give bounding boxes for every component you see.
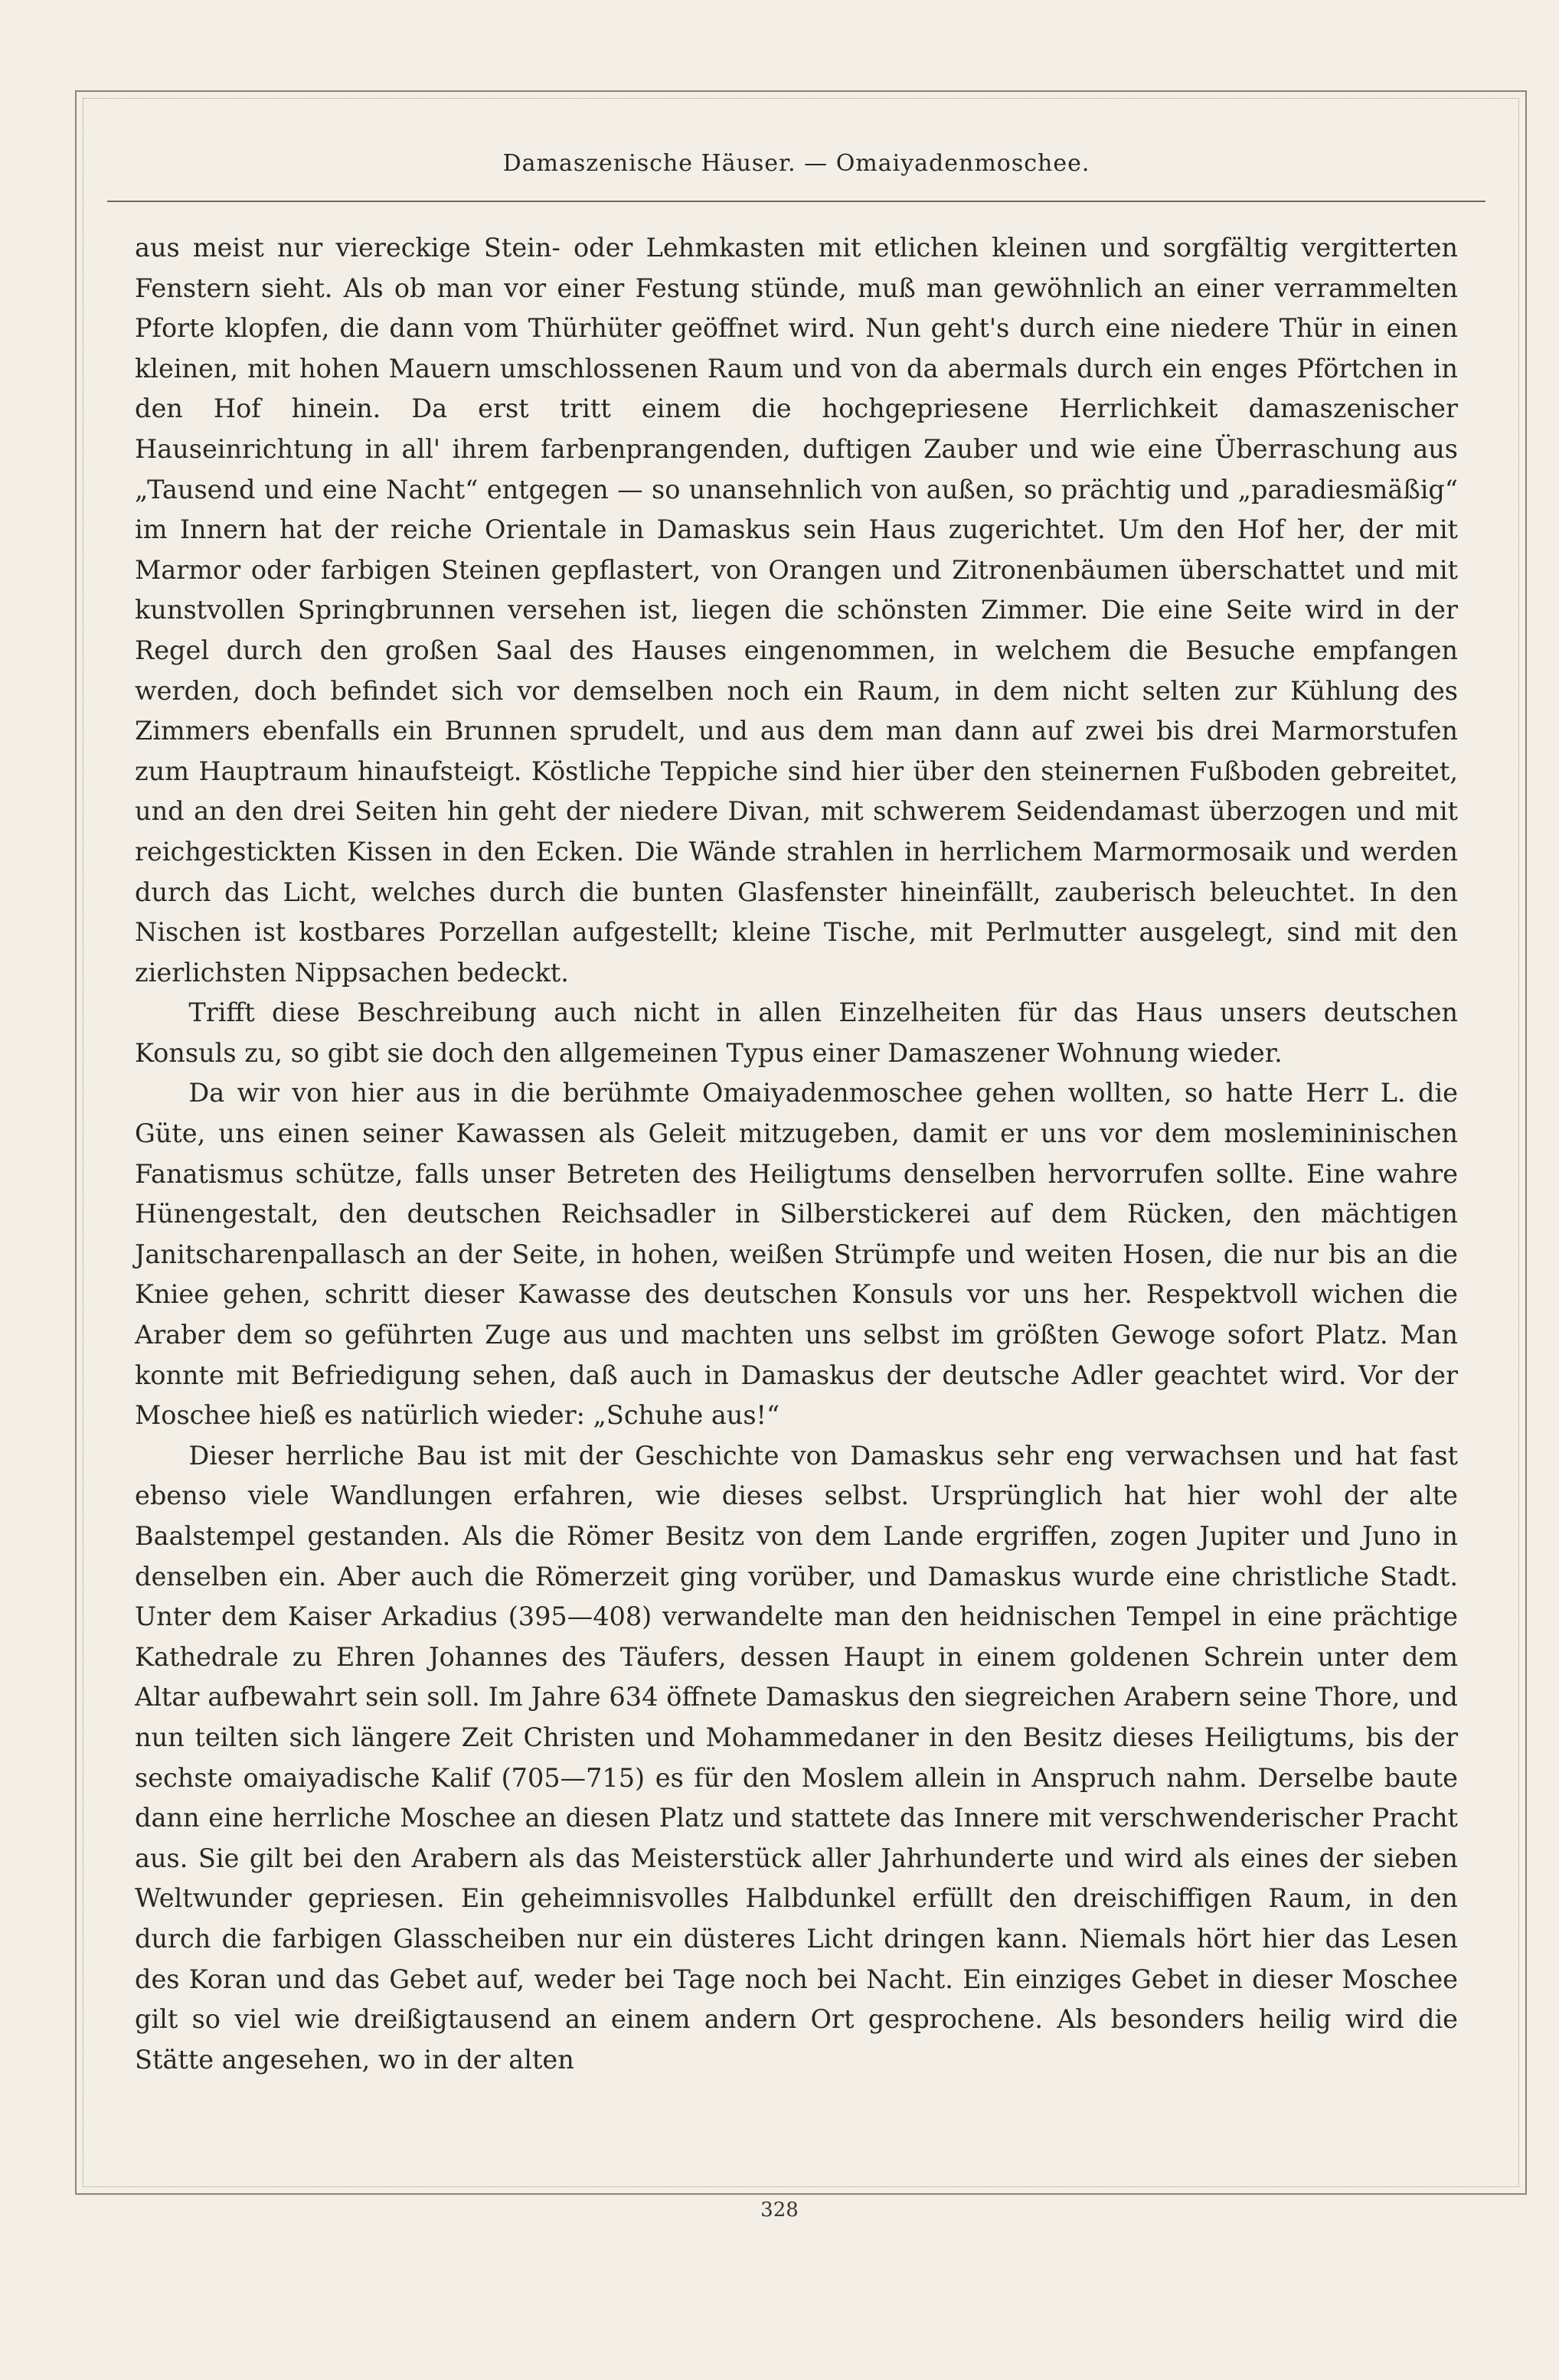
paragraph-4: Dieser herrliche Bau ist mit der Geschichte von Damaskus sehr eng verwachsen und hat fast ebenso viele Wandlungen erfahren, wie dieses selbst. Ursprünglich hat hier wohl der alte Baalstempel gestanden. Als die Römer Besitz von dem Lande ergriffen, zogen Jupiter und Juno in denselben ein. Aber auch die Römerzeit ging vorüber, und Damaskus wurde eine christliche Stadt. Unter dem Kaiser Arkadius (395—408) verwandelte man den heidnischen Tempel in eine prächtige Kathedrale zu Ehren Johannes des Täufers, dessen Haupt in einem goldenen Schrein unter dem Altar aufbewahrt sein soll. Im Jahre 634 öffnete Damaskus den siegreichen Arabern seine Thore, und nun teilten sich längere Zeit Christen und Mohammedaner in den Besitz dieses Heiligtums, bis der sechste omaiyadische Kalif (705—715) es für den Moslem allein in Anspruch nahm. Derselbe baute dann eine herrliche Moschee an diesen Platz und stattete das Innere mit verschwenderischer Pracht aus. Sie gilt bei den Arabern als das Meisterstück aller Jahrhunderte und wird als eines der sieben Weltwunder gepriesen. Ein geheimnisvolles Halbdunkel erfüllt den dreischiffigen Raum, in den durch die farbigen Glasscheiben nur ein düsteres Licht dringen kann. Niemals hört hier das Lesen des Koran und das Gebet auf, weder bei Tage noch bei Nacht. Ein einziges Gebet in dieser Moschee gilt so viel wie dreißigtausend an einem andern Ort gesprochene. Als besonders heilig wird die Stätte angesehen, wo in der alten (135, 1440, 1458, 2075)
paragraph-2: Trifft diese Beschreibung auch nicht in allen Einzelheiten für das Haus unsers deutschen Konsuls zu, so gibt sie doch den allgemeinen Typus einer Damaszener Wohnung wieder. (135, 997, 1458, 1068)
body-text (135, 228, 1458, 2080)
paragraph-3: Da wir von hier aus in die berühmte Omaiyadenmoschee gehen wollten, so hatte Herr L. die Güte, uns einen seiner Kawassen als Geleit mitzugeben, damit er uns vor dem moslemininischen Fanatismus schütze, falls unser Betreten des Heiligtums denselben hervorrufen sollte. Eine wahre Hünengestalt, den deutschen Reichsadler in Silberstickerei auf dem Rücken, den mächtigen Janitscharenpallasch an der Seite, in hohen, weißen Strümpfe und weiten Hosen, die nur bis an die Kniee gehen, schritt dieser Kawasse des deutschen Konsuls vor uns her. Respektvoll wichen die Araber dem so geführten Zuge aus und machten uns selbst im größten Gewoge sofort Platz. Man konnte mit Befriedigung sehen, daß auch in Damaskus der deutsche Adler geachtet wird. Vor der Moschee hieß es natürlich wieder: „Schuhe aus!“ (135, 1078, 1458, 1431)
header-rule (107, 201, 1485, 202)
running-header: Damaszenische Häuser. — Omaiyadenmoschee. (502, 150, 1090, 177)
page-number: 328 (760, 2199, 799, 2222)
paragraph-1: aus meist nur viereckige Stein- oder Lehmkasten mit etlichen kleinen und sorgfältig vergitterten Fenstern sieht. Als ob man vor einer Festung stünde, muß man gewöhnlich an einer verrammelten Pforte klopfen, die dann vom Thürhüter geöffnet wird. Nun geht's durch eine niedere Thür in einen kleinen, mit hohen Mauern umschlossenen Raum und von da abermals durch ein enges Pförtchen in den Hof hinein. Da erst tritt einem die hochgepriesene Herrlichkeit damaszenischer Hauseinrichtung in all' ihrem farbenprangenden, duftigen Zauber und wie eine Überraschung aus „Tausend und eine Nacht“ entgegen — so unansehnlich von außen, so prächtig und „paradiesmäßig“ im Innern hat der reiche Orientale in Damaskus sein Haus zugerichtet. Um den Hof her, der mit Marmor oder farbigen Steinen gepflastert, von Orangen und Zitronenbäumen überschattet und mit kunstvollen Springbrunnen versehen ist, liegen die schönsten Zimmer. Die eine Seite wird in der Regel durch den großen Saal des Hauses eingenommen, in welchem die Besuche empfangen werden, doch befindet sich vor demselben noch ein Raum, in dem nicht selten zur Kühlung des Zimmers ebenfalls ein Brunnen sprudelt, und aus dem man dann auf zwei bis drei Marmorstufen zum Hauptraum hinaufsteigt. Köstliche Teppiche sind hier über den steinernen Fußboden gebreitet, und an den drei Seiten hin geht der niedere Divan, mit schwerem Seidendamast überzogen und mit reichgestickten Kissen in den Ecken. Die Wände strahlen in herrlichem Marmormosaik und werden durch das Licht, welches durch die bunten Glasfenster hineinfällt, zauberisch beleuchtet. In den Nischen ist kostbares Porzellan aufgestellt; kleine Tische, mit Perlmutter ausgelegt, sind mit den zierlichsten Nippsachen bedeckt. (135, 233, 1458, 988)
